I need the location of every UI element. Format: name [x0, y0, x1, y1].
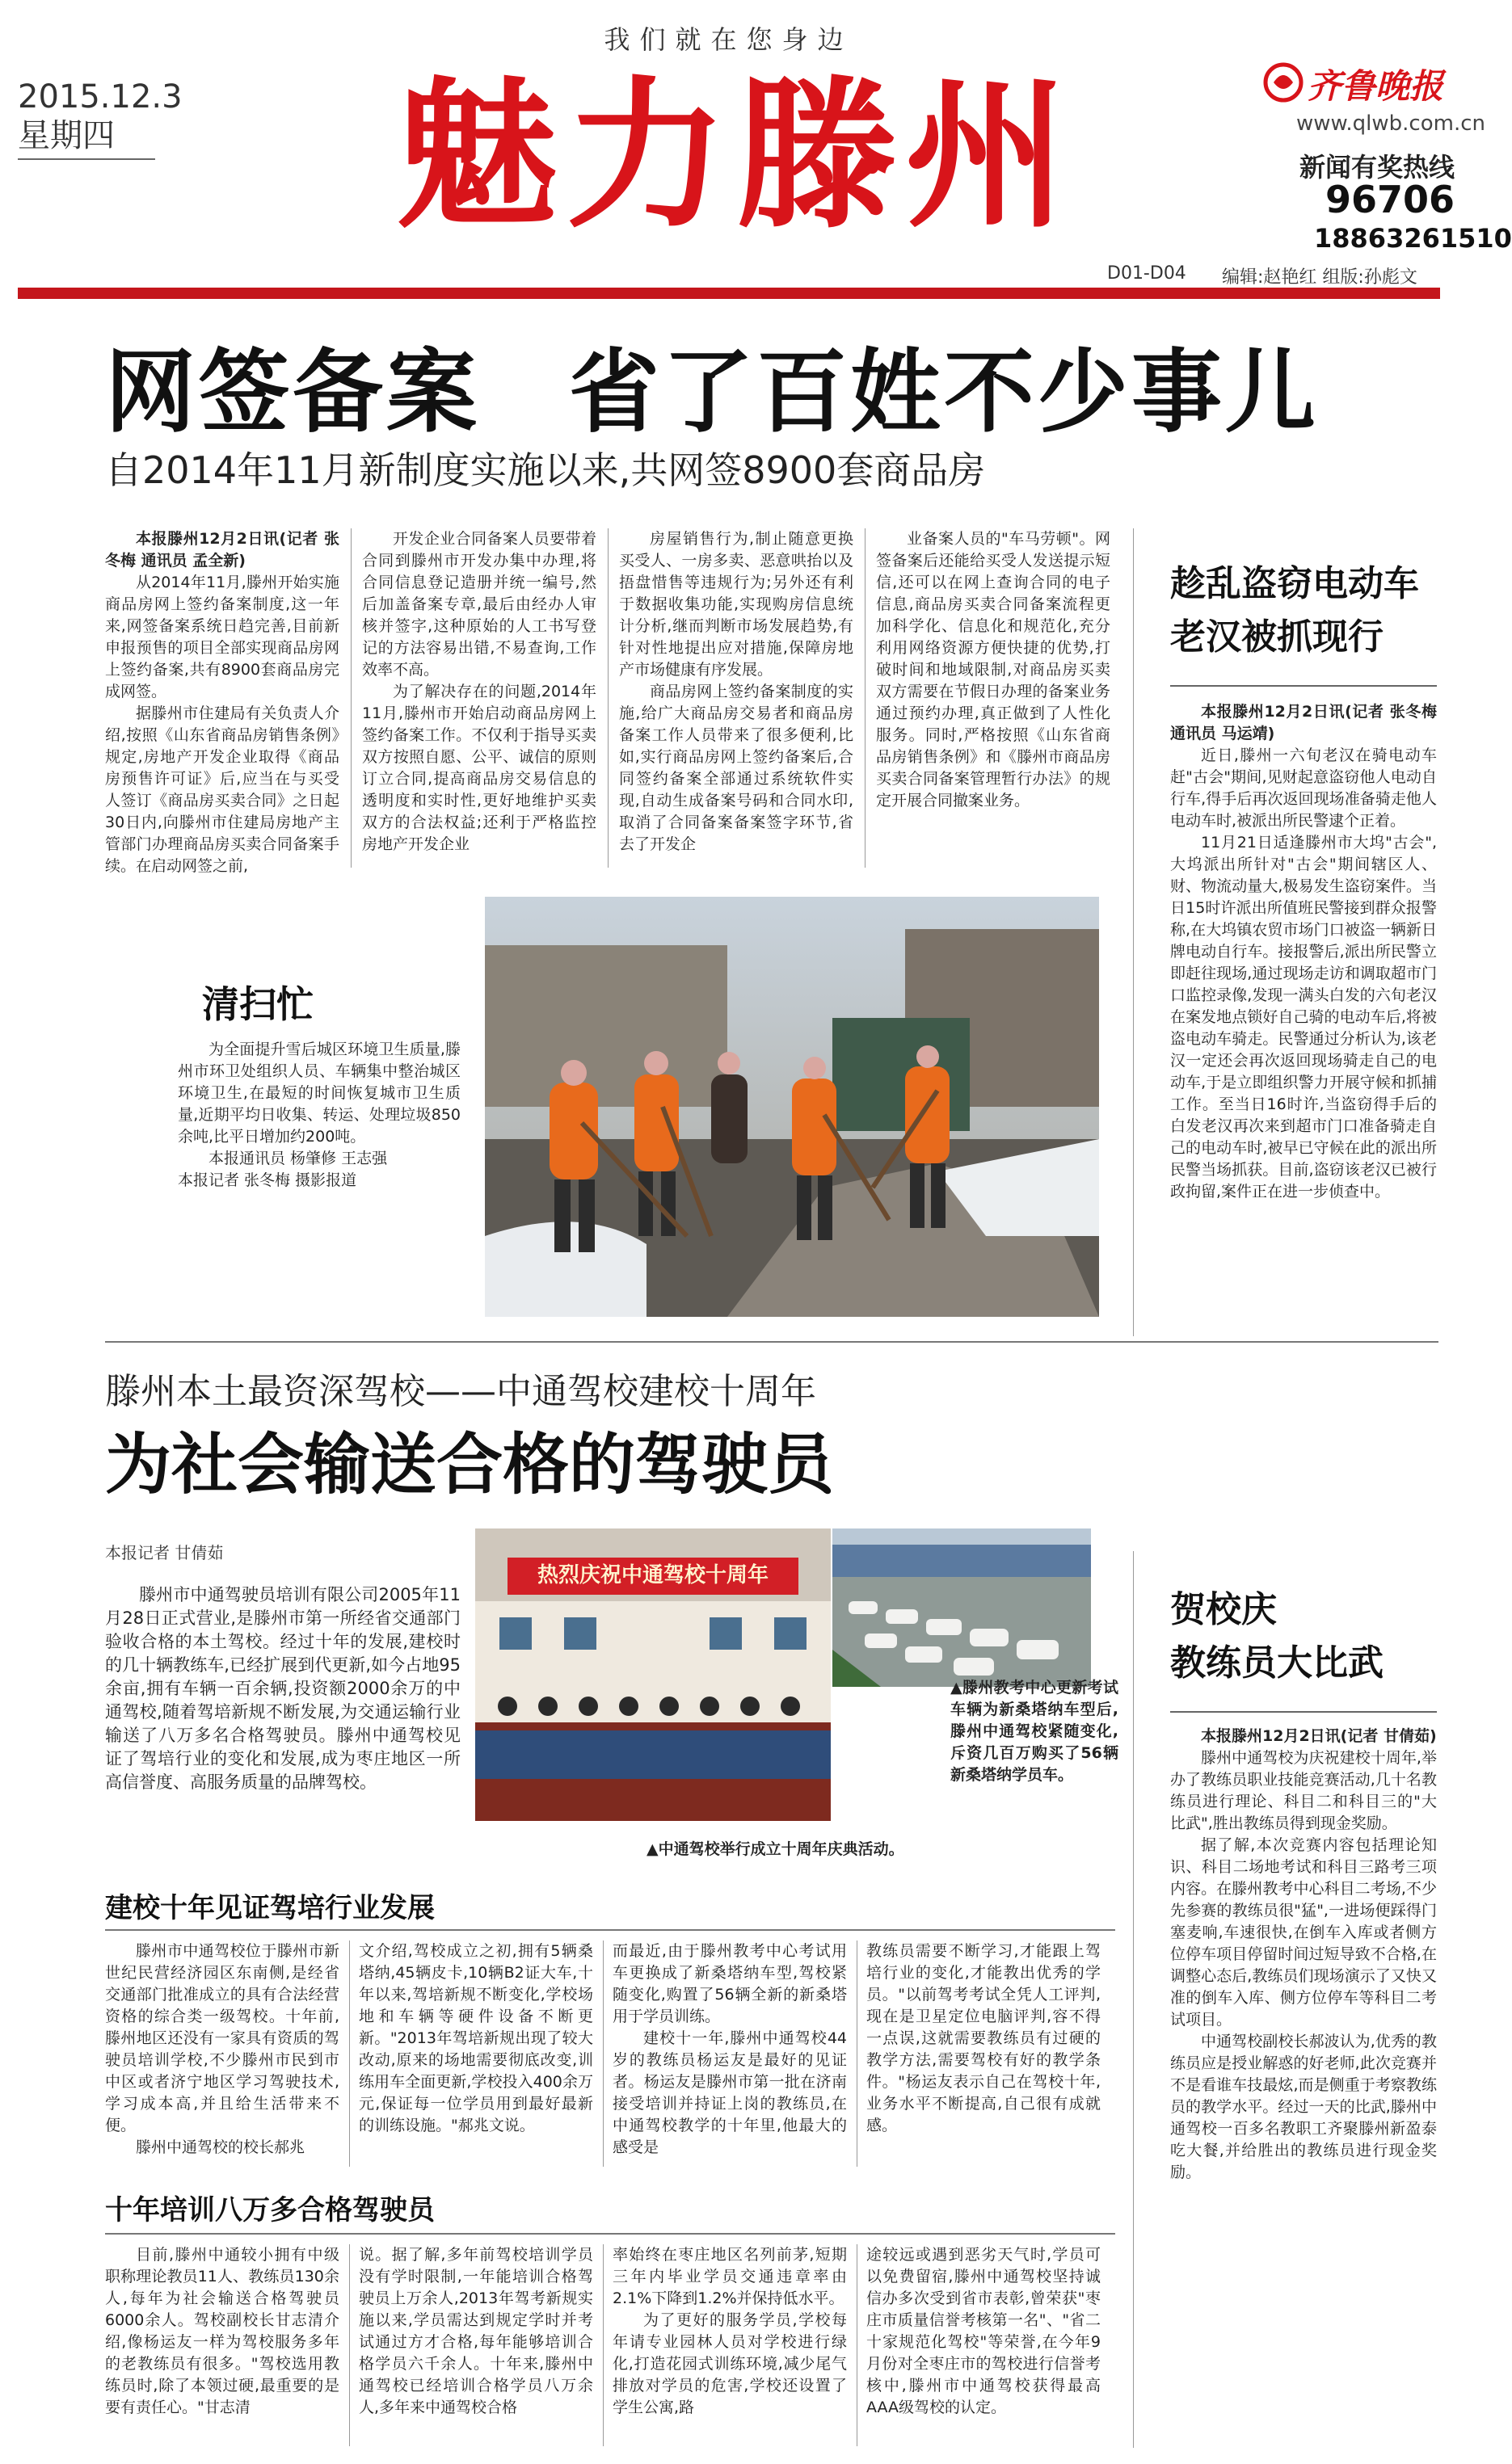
- side-story-1-rule: [1170, 685, 1437, 687]
- lead-col2-p2: 为了解决存在的问题,2014年11月,滕州市开始启动商品房网上签约备案工作。不仅利于指导买卖双方按照自愿、公平、诚信的原则订立合同,提高商品房交易信息的透明度和实时性,更好地维护买卖双方的合法权益;还利于严格监控房地产开发企业: [362, 683, 596, 853]
- date-divider: [18, 158, 155, 160]
- photo-story-title: 清扫忙: [202, 982, 314, 1026]
- column-divider: [349, 2244, 350, 2446]
- lead-column-1: [105, 528, 339, 875]
- school-s1-col3-p1: 而最近,由于滕州教考中心考试用车更换成了新桑塔纳车型,驾校紧随变化,购置了56辆全新的新桑塔用于学员训练。: [613, 1942, 847, 2025]
- lead-column-3: [619, 528, 853, 868]
- hotline-number: 96706: [1325, 178, 1455, 221]
- photo-story-credit-2: 本报记者 张冬梅 摄影报道: [178, 1171, 357, 1189]
- side-story-1-title-line-2: 老汉被抓现行: [1170, 616, 1384, 658]
- sidebar-divider: [1133, 1551, 1134, 2448]
- column-divider: [603, 1941, 604, 2167]
- brand-name: 齐鲁晚报: [1308, 66, 1444, 106]
- anniversary-caption: ▲中通驾校举行成立十周年庆典活动。: [646, 1840, 904, 1858]
- school-s2-col2-p1: 说。据了解,多年前驾校培训学员没有学时限制,一年能培训合格驾驶员上万余人,2013年驾考新规实施以来,学员需达到规定学时并考试通过方才合格,每年能够培训合格学员六千余人。十年来,滕州中通驾校已经培训合格学员八万余人,多年来中通驾校合格: [359, 2246, 593, 2416]
- hotline-phone: 18863261510: [1314, 223, 1512, 254]
- lead-col1-p1: 从2014年11月,滕州开始实施商品房网上签约备案制度,这一年来,网签备案系统日趋完善,目前新申报预售的项目全部实现商品房网上签约备案,共有8900套商品房完成网签。: [105, 574, 339, 700]
- side-story-2-byline: 本报滕州12月2日讯(记者 甘倩茹): [1201, 1727, 1437, 1745]
- sidebar-divider: [1133, 528, 1134, 1336]
- school-section-1-col-3: [613, 1941, 847, 2175]
- editor-credits: 编辑:赵艳红 组版:孙彪文: [1222, 267, 1417, 288]
- section-1-rule: [105, 1929, 1115, 1931]
- school-s1-col4-p1: 教练员需要不断学习,才能跟上驾培行业的变化,才能教出优秀的学员。"以前驾考考试全凭人工评判,现在是卫星定位电脑评判,容不得一点误,这就需要教练员有过硬的教学方法,需要驾校有好的教学条件。"杨运友表示自己在驾校十年,业务水平不断提高,自己很有成就感。: [866, 1942, 1101, 2134]
- anniversary-photo: [475, 1528, 831, 1821]
- column-divider: [349, 1941, 350, 2167]
- school-s1-col3-p2: 建校十一年,滕州中通驾校44岁的教练员杨运友是最好的见证者。杨运友是滕州市第一批在济南接受培训并持证上岗的教练员,在中通驾校教学的十年里,他最大的感受是: [613, 2029, 847, 2156]
- school-s2-col1-p1: 目前,滕州中通较小拥有中级职称理论教员11人、教练员130余人,每年为社会输送合格驾驶员6000余人。驾校副校长甘志清介绍,像杨运友一样为驾校服务多年的老教练员有很多。"驾校选用教练员时,除了本领过硬,最重要的是要有责任心。"甘志清: [105, 2246, 339, 2416]
- side-story-1-byline: 本报滕州12月2日讯(记者 张冬梅 通讯员 马运靖): [1170, 703, 1437, 742]
- side-story-2-p3: 中通驾校副校长郝波认为,优秀的教练员应是授业解惑的好老师,此次竞赛并不是看谁车技最炫,而是侧重于考察教练员的教学水平。经过一天的比武,滕州中通驾校一百多名教职工齐聚滕州新盈泰吃大餐,并给胜出的教练员进行现金奖励。: [1170, 2033, 1437, 2181]
- masthead-title: 魅力滕州: [395, 61, 1075, 250]
- school-section-2-col-3: [613, 2244, 847, 2454]
- school-section-1-col-4: [866, 1941, 1101, 2175]
- lead-column-2: [362, 528, 596, 868]
- side-story-1-p2: 11月21日适逢滕州市大坞"古会",大坞派出所针对"古会"期间辖区人、财、物流动量大,极易发生盗窃案件。当日15时许派出所值班民警接到群众报警称,在大坞镇农贸市场门口被盗一辆新日牌电动自行车。接报警后,派出所民警立即赶往现场,通过现场走访和调取超市门口监控录像,发现一满头白发的六旬老汉在案发地点锁好自己骑的电动车后,将被盗电动车骑走。民警通过分析认为,该老汉一定还会再次返回现场骑走自己的电动车,于是立即组织警力开展守候和抓捕工作。至当日16时许,当盗窃得手后的白发老汉再次来到超市门口准备骑走自己的电动车时,被早已守候在此的派出所民警当场抓获。目前,盗窃该老汉已被行政拘留,案件正在进一步侦查中。: [1170, 834, 1437, 1200]
- issue-weekday: 星期四: [18, 117, 115, 154]
- training-cars-image: [832, 1528, 1091, 1687]
- side-story-2-body: [1170, 1726, 1437, 2445]
- lead-col4-p1: 业备案人员的"车马劳顿"。网签备案后还能给买受人发送提示短信,还可以在网上查询合同的电子信息,商品房买卖合同备案流程更加科学化、信息化和规范化,充分利用网络资源方便快捷的优势,打破时间和地域限制,对商品房买卖双方需要在节假日办理的备案业务通过预约办理,真正做到了人性化服务。同时,严格按照《山东省商品房销售条例》和《滕州市商品房买卖合同备案管理暂行办法》的规定开展合同撤案业务。: [876, 530, 1110, 809]
- section-rule: [105, 1341, 1438, 1343]
- side-story-1-title: [1170, 557, 1419, 664]
- issue-date-block: [18, 78, 183, 155]
- photo-story-credit-1: 本报通讯员 杨肇修 王志强: [208, 1150, 388, 1167]
- training-cars-caption: ▲滕州教考中心更新考试车辆为新桑塔纳车型后,滕州中通驾校紧随变化,斥资几百万购买了56辆新桑塔纳学员车。: [950, 1679, 1118, 1784]
- school-s2-col3-p2: 为了更好的服务学员,学校每年请专业园林人员对学校进行绿化,打造花园式训练环境,减少尾气排放对学员的危害,学校还设置了学生公寓,路: [613, 2311, 847, 2416]
- school-s1-col2-p1: 文介绍,驾校成立之初,拥有5辆桑塔纳,45辆皮卡,10辆B2证大车,十年以来,驾培新规不断变化,学校场地和车辆等硬件设备不断更新。"2013年驾培新规出现了较大改动,原来的场地需要彻底改变,训练用车全面更新,学校投入400余万元,保证每一位学员用到最好最新的训练设施。"郝兆文说。: [359, 1942, 593, 2134]
- school-section-2-col-2: [359, 2244, 593, 2454]
- lead-col1-p2: 据滕州市住建局有关负责人介绍,按照《山东省商品房销售条例》规定,房地产开发企业取得《商品房预售许可证》后,应当在与买受人签订《商品房买卖合同》之日起30日内,向滕州市住建局房地产主管部门办理商品房买卖合同备案手续。在启动网签之前,: [105, 704, 339, 875]
- school-intro: [105, 1583, 461, 1834]
- column-divider: [351, 528, 352, 868]
- school-section-1-col-2: [359, 1941, 593, 2175]
- school-s2-col3-p1: 率始终在枣庄地区名列前茅,短期三年内毕业学员交通违章率由2.1%下降到1.2%并保持低水平。: [613, 2246, 847, 2307]
- brand-logo: [1261, 57, 1447, 108]
- anniversary-banner: 热烈庆祝中通驾校十周年: [537, 1563, 769, 1587]
- school-reporter: 本报记者 甘倩茹: [105, 1543, 224, 1562]
- school-s2-col4-p1: 途较远或遇到恶劣天气时,学员可以免费留宿,滕州中通驾校坚持诚信办多次受到省市表彰,曾荣获"枣庄市质量信誉考核第一名"、"省二十家规范化驾校"等荣誉,在今年9月份对全枣庄市的驾校进行信誉考核中,滕州市中通驾校获得最高AAA级驾校的认定。: [866, 2246, 1101, 2416]
- column-divider: [603, 2244, 604, 2446]
- side-story-2-rule: [1170, 1711, 1437, 1713]
- street-cleaning-image: [485, 897, 1099, 1317]
- school-section-1-col-1: [105, 1941, 339, 2175]
- masthead-slogan: 我们就在您身边: [604, 24, 853, 55]
- brand-url: www.qlwb.com.cn: [1296, 111, 1485, 136]
- photo-story-caption-text: 为全面提升雪后城区环境卫生质量,滕州市环卫处组织人员、车辆集中整治城区环境卫生,在最短的时间恢复城市卫生质量,近期平均日收集、转运、处理垃圾850余吨,比平日增加约200吨。: [178, 1041, 461, 1146]
- side-story-2-title-line-2: 教练员大比武: [1170, 1642, 1384, 1684]
- side-story-2-title: [1170, 1583, 1384, 1690]
- school-section-2-title: 十年培训八万多合格驾驶员: [105, 2194, 435, 2226]
- lead-byline: 本报滕州12月2日讯(记者 张冬梅 通讯员 孟全新): [105, 530, 339, 570]
- lead-headline-part-a: 网签备案: [105, 340, 480, 445]
- training-cars-photo: [832, 1528, 1091, 1687]
- section-2-rule: [105, 2233, 1115, 2235]
- column-divider: [608, 528, 609, 868]
- photo-story-caption: [178, 1039, 461, 1192]
- side-story-1-body: [1170, 701, 1437, 1331]
- lead-headline-part-b: 省了百姓不少事儿: [569, 340, 1319, 445]
- hotline-label: 新闻有奖热线: [1299, 152, 1455, 183]
- lead-headline: [105, 320, 1319, 450]
- school-section-2-col-4: [866, 2244, 1101, 2454]
- side-story-1-title-line-1: 趁乱盗窃电动车: [1170, 563, 1419, 604]
- lead-col3-p1: 房屋销售行为,制止随意更换买受人、一房多卖、恶意哄抬以及捂盘惜售等违规行为;另外还有利于数据收集功能,实现购房信息统计分析,继而判断市场发展趋势,有针对性地提出应对措施,保障房地产市场健康有序发展。: [619, 530, 853, 679]
- page-range: D01-D04: [1107, 263, 1186, 284]
- masthead-rule: [18, 288, 1440, 299]
- lead-col2-p1: 开发企业合同备案人员要带着合同到滕州市开发办集中办理,将合同信息登记造册并统一编号,然后加盖备案专章,最后由经办人审核并签字,这种原始的人工书写登记的方法容易出错,不易查询,工作效率不高。: [362, 530, 596, 679]
- street-cleaning-photo: [485, 897, 1099, 1317]
- school-kicker: 滕州本土最资深驾校——中通驾校建校十周年: [105, 1371, 816, 1412]
- issue-date: 2015.12.3: [18, 78, 183, 116]
- school-section-1-title: 建校十年见证驾培行业发展: [105, 1892, 435, 1924]
- column-divider: [865, 528, 866, 868]
- lead-subheadline: 自2014年11月新制度实施以来,共网签8900套商品房: [105, 448, 986, 492]
- side-story-2-p2: 据了解,本次竞赛内容包括理论知识、科目二场地考试和科目三路考三项内容。在滕州教考中心科目二考场,不少先参赛的教练员很"猛",一进场便踩得门塞麦响,车速很快,在倒车入库或者侧方位停车项目停留时间过短导致不合格,在调整心态后,教练员们现场演示了又快又准的倒车入库、侧方位停车等科目二考试项目。: [1170, 1836, 1437, 2029]
- side-story-1-p1: 近日,滕州一六旬老汉在骑电动车赶"古会"期间,见财起意盗窃他人电动自行车,得手后再次返回现场准备骑走他人电动车时,被派出所民警逮个正着。: [1170, 746, 1437, 830]
- side-story-2-p1: 滕州中通驾校为庆祝建校十周年,举办了教练员职业技能竞赛活动,几十名教练员进行理论、科目二和科目三的"大比武",胜出教练员得到现金奖励。: [1170, 1749, 1437, 1832]
- school-section-2-col-1: [105, 2244, 339, 2454]
- school-s1-col1-p1: 滕州市中通驾校位于滕州市新世纪民营经济园区东南侧,是经省交通部门批准成立的具有合法经营资格的综合类一级驾校。十年前,滕州地区还没有一家具有资质的驾驶员培训学校,不少滕州市民到市中区或者济宁地区学习驾驶技术,学习成本高,并且给生活带来不便。: [105, 1942, 339, 2134]
- lead-column-4: [876, 528, 1110, 868]
- side-story-2-title-line-1: 贺校庆: [1170, 1589, 1277, 1630]
- school-s1-col1-p2: 滕州中通驾校的校长郝兆: [136, 2138, 305, 2156]
- school-intro-text: 滕州市中通驾驶员培训有限公司2005年11月28日正式营业,是滕州市第一所经省交通部门验收合格的本土驾校。经过十年的发展,建校时的几十辆教练车,已经扩展到代更新,如今占地95余亩,拥有车辆一百余辆,投资额2000余万的中通驾校,随着驾培新规不断发展,为交通运输行业输送了八万多名合格驾驶员。滕州中通驾校见证了驾培行业的变化和发展,成为枣庄地区一所高信誉度、高服务质量的品牌驾校。: [105, 1585, 461, 1792]
- lead-col3-p2: 商品房网上签约备案制度的实施,给广大商品房交易者和商品房备案工作人员带来了很多便利,比如,实行商品房网上签约备案后,合同签约备案全部通过系统软件实现,自动生成备案号码和合同水印,取消了合同备案备案签字环节,省去了开发企: [619, 683, 853, 853]
- school-headline: 为社会输送合格的驾驶员: [105, 1427, 835, 1503]
